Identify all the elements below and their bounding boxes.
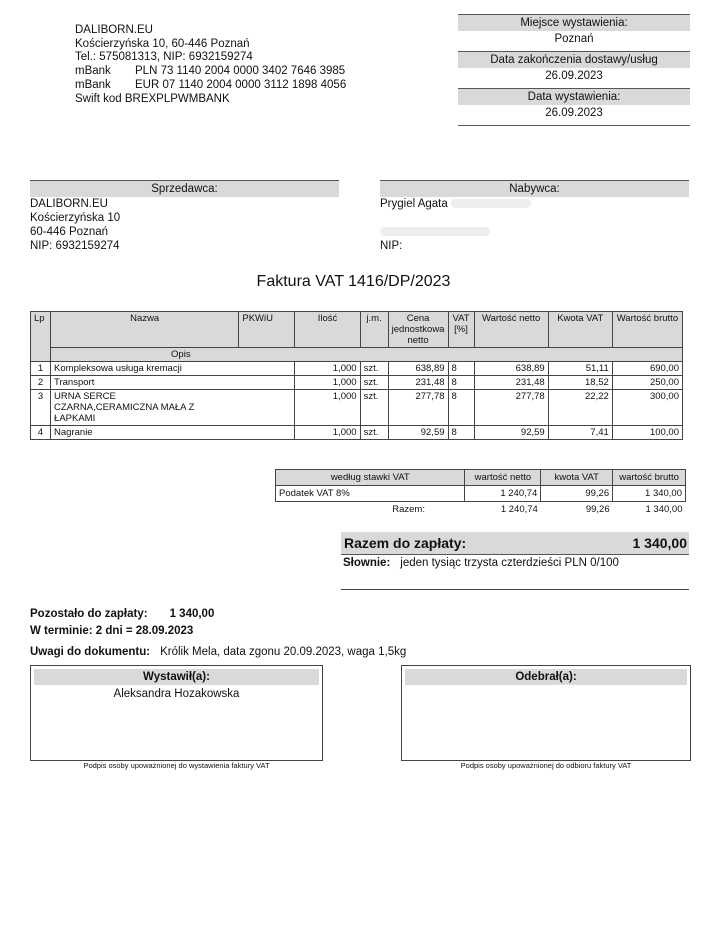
seller-nip: NIP: 6932159274 bbox=[30, 240, 120, 252]
table-row: Podatek VAT 8% 1 240,74 99,26 1 340,00 bbox=[276, 486, 686, 502]
total-to-pay bbox=[341, 532, 689, 555]
col-header-pkwiu: PKWiU bbox=[239, 312, 295, 348]
table-row: 2 Transport 1,000 szt. 231,48 8 231,48 18,52 250,00 bbox=[31, 376, 683, 390]
swift-code: Swift kod BREXPLPWMBANK bbox=[75, 92, 230, 105]
issue-info-box bbox=[458, 14, 690, 126]
buyer-block bbox=[380, 180, 689, 253]
seller-header: Sprzedawca: bbox=[30, 180, 339, 197]
col-header-vat-amount: Kwota VAT bbox=[548, 312, 612, 348]
col-header-qty: Ilość bbox=[295, 312, 360, 348]
table-row: 3 URNA SERCE CZARNA,CERAMICZNA MAŁA Z ŁAPKAMI 1,000 szt. 277,78 8 277,78 22,22 300,00 bbox=[31, 390, 683, 426]
buyer-header: Nabywca: bbox=[380, 180, 689, 197]
bank-account-row: mBank PLN 73 1140 2004 0000 3402 7646 3985 bbox=[75, 65, 346, 78]
items-table bbox=[30, 311, 683, 440]
issuer-header: Wystawił(a): bbox=[34, 669, 319, 685]
col-header-lp: Lp bbox=[31, 312, 51, 362]
redacted-field bbox=[380, 227, 490, 236]
remaining-value: 1 340,00 bbox=[169, 608, 215, 620]
receiver-header: Odebrał(a): bbox=[405, 669, 687, 685]
col-header-vat: VAT [%] bbox=[448, 312, 474, 348]
vat-summary-table bbox=[275, 469, 686, 517]
col-header-net: Wartość netto bbox=[474, 312, 548, 348]
col-header-name: Nazwa bbox=[51, 312, 239, 348]
place-value: Poznań bbox=[554, 33, 594, 45]
total-label: Razem do zapłaty: bbox=[344, 535, 467, 551]
col-header-price: Cena jednostkowa netto bbox=[388, 312, 448, 348]
vat-col-net: wartość netto bbox=[465, 470, 541, 486]
document-notes: Uwagi do dokumentu: Królik Mela, data zgonu 20.09.2023, waga 1,5kg bbox=[30, 646, 407, 658]
vat-total-row: Razem: 1 240,74 99,26 1 340,00 bbox=[392, 504, 683, 515]
bank-account-row: mBank EUR 07 1140 2004 0000 3112 1898 4056 bbox=[75, 78, 347, 91]
col-header-gross: Wartość brutto bbox=[612, 312, 682, 348]
table-row: 1 Kompleksowa usługa kremacji 1,000 szt. 638,89 8 638,89 51,11 690,00 bbox=[31, 362, 683, 376]
issuer-caption: Podpis osoby upoważnionej do wystawienia faktury VAT bbox=[83, 761, 270, 770]
buyer-nip-label: NIP: bbox=[380, 240, 403, 252]
vat-col-vat: kwota VAT bbox=[541, 470, 613, 486]
seller-details bbox=[30, 197, 339, 253]
buyer-details bbox=[380, 197, 689, 253]
delivery-date-label: Data zakończenia dostawy/usług bbox=[458, 51, 690, 68]
receiver-signature bbox=[401, 665, 691, 770]
vat-col-gross: wartość brutto bbox=[613, 470, 686, 486]
company-address: Kościerzyńska 10, 60-446 Poznań bbox=[75, 37, 250, 50]
divider bbox=[341, 589, 689, 590]
redacted-field bbox=[451, 199, 531, 208]
issuer-signature bbox=[30, 665, 323, 770]
remaining-block bbox=[30, 606, 214, 640]
receiver-caption: Podpis osoby upoważnionej do odbioru faktury VAT bbox=[460, 761, 632, 770]
total-value: 1 340,00 bbox=[632, 535, 687, 551]
seller-street: Kościerzyńska 10 bbox=[30, 212, 121, 224]
table-row: 4 Nagranie 1,000 szt. 92,59 8 92,59 7,41 100,00 bbox=[31, 426, 683, 440]
seller-city: 60-446 Poznań bbox=[30, 226, 109, 238]
vat-col-rate: według stawki VAT bbox=[276, 470, 465, 486]
company-header bbox=[75, 24, 346, 106]
col-header-desc: Opis bbox=[51, 348, 683, 362]
col-header-unit: j.m. bbox=[360, 312, 388, 348]
delivery-date-value: 26.09.2023 bbox=[545, 70, 603, 82]
place-label: Miejsce wystawienia: bbox=[458, 14, 690, 31]
issue-date-label: Data wystawienia: bbox=[458, 88, 690, 105]
remaining-label: Pozostało do zapłaty: bbox=[30, 608, 148, 620]
payment-due: W terminie: 2 dni = 28.09.2023 bbox=[30, 625, 194, 637]
seller-block bbox=[30, 180, 339, 253]
invoice-title: Faktura VAT 1416/DP/2023 bbox=[256, 273, 451, 290]
amount-in-words: Słownie: jeden tysiąc trzysta czterdzieści PLN 0/100 bbox=[343, 557, 619, 569]
buyer-name: Prygiel Agata bbox=[380, 198, 448, 210]
issuer-name: Aleksandra Hozakowska bbox=[113, 688, 240, 700]
seller-name: DALIBORN.EU bbox=[30, 198, 108, 210]
company-name: DALIBORN.EU bbox=[75, 24, 153, 36]
company-contact: Tel.: 575081313, NIP: 6932159274 bbox=[75, 51, 253, 64]
issue-date-value: 26.09.2023 bbox=[458, 105, 690, 126]
